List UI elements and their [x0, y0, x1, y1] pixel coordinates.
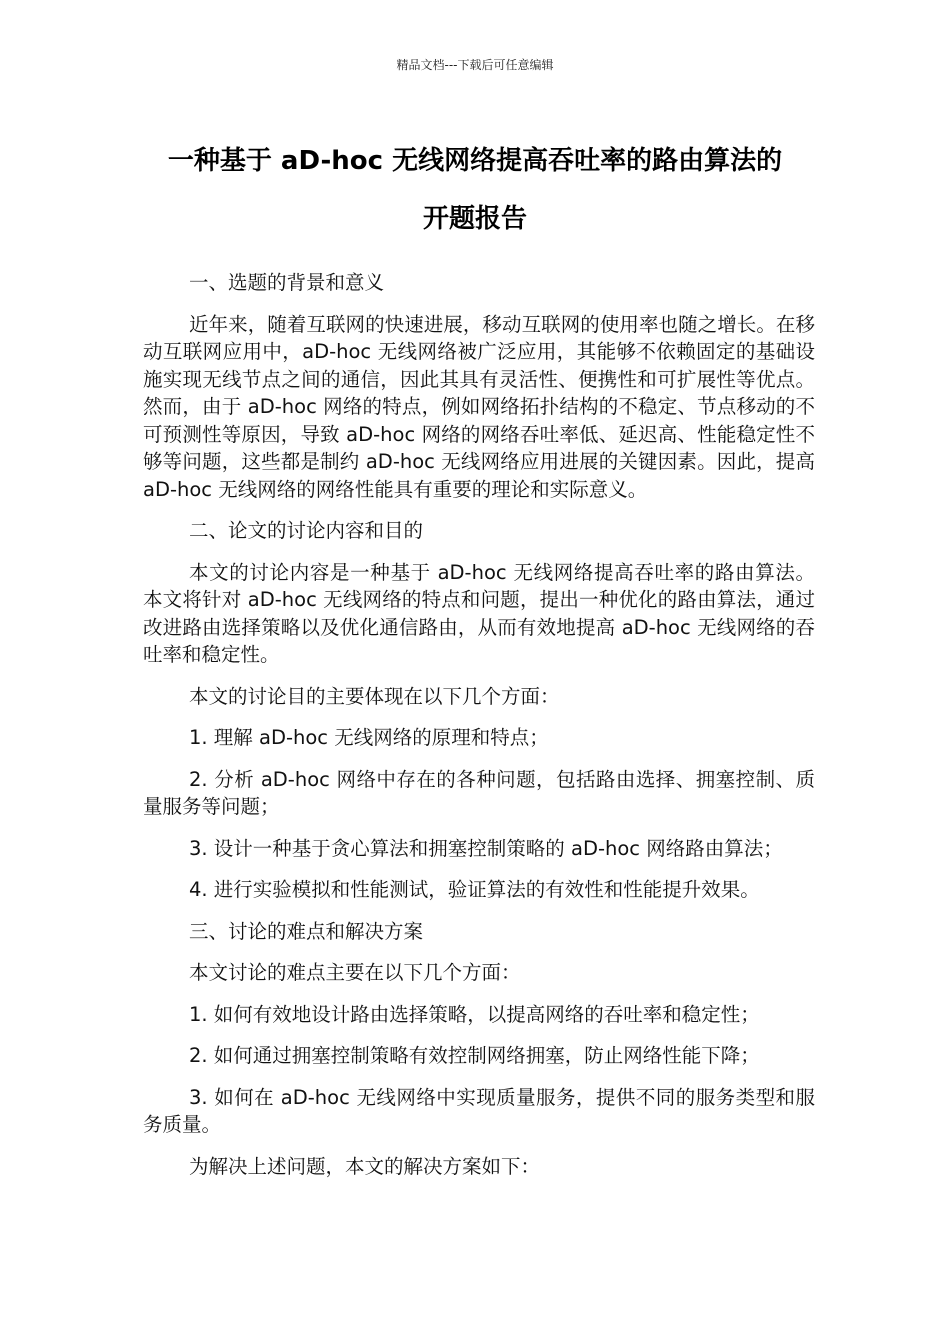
section-3-paragraph-2: 为解决上述问题，本文的解决方案如下： — [189, 1154, 541, 1178]
document-title — [110, 132, 840, 248]
section-2-list-item-4: 4. 进行实验模拟和性能测试，验证算法的有效性和性能提升效果。 — [189, 878, 760, 901]
section-3-list-item-1: 1. 如何有效地设计路由选择策略，以提高网络的吞吐率和稳定性； — [189, 1002, 760, 1026]
section-2-heading: 二、论文的讨论内容和目的 — [189, 519, 424, 542]
section-2-list-item-1: 1. 理解 aD-hoc 无线网络的原理和特点； — [189, 726, 549, 749]
header-note: 精品文档---下载后可任意编辑 — [396, 58, 554, 72]
title-line-1: 一种基于 aD-hoc 无线网络提高吞吐率的路由算法的 — [167, 146, 783, 176]
section-3-heading: 三、讨论的难点和解决方案 — [189, 919, 424, 943]
section-2-list-item-3: 3. 设计一种基于贪心算法和拥塞控制策略的 aD-hoc 网络路由算法； — [189, 836, 783, 860]
section-3-list-item-3: 3. 如何在 aD-hoc 无线网络中实现质量服务，提供不同的服务类型和服务质量。 — [143, 1085, 815, 1136]
section-1-heading: 一、选题的背景和意义 — [189, 271, 385, 294]
section-3-list-item-2: 2. 如何通过拥塞控制策略有效控制网络拥塞，防止网络性能下降； — [189, 1044, 760, 1067]
title-line-2: 开题报告 — [422, 204, 527, 234]
section-2-paragraph-1: 本文的讨论内容是一种基于 aD-hoc 无线网络提高吞吐率的路由算法。本文将针对 aD-hoc 无线网络的特点和问题，提出一种优化的路由算法，通过改进路由选择策略以及优化通信路由，从而有效地提高 aD-hoc 无线网络的吞吐率和稳定性。 — [143, 560, 815, 666]
document-body — [143, 269, 815, 1194]
section-3-paragraph-1: 本文讨论的难点主要在以下几个方面： — [189, 961, 521, 984]
section-2-paragraph-2: 本文的讨论目的主要体现在以下几个方面： — [189, 684, 560, 708]
section-1-paragraph: 近年来，随着互联网的快速进展，移动互联网的使用率也随之增长。在移动互联网应用中，aD-hoc 无线网络被广泛应用，其能够不依赖固定的基础设施实现无线节点之间的通信，因此其具有灵活性、便携性和可扩展性等优点。然而，由于 aD-hoc 网络的特点，例如网络拓扑结构的不稳定、节点移动的不可预测性等原因，导致 aD-hoc 网络的网络吞吐率低、延迟高、性能稳定性不够等问题，这些都是制约 aD-hoc 无线网络应用进展的关键因素。因此，提高 aD-hoc 无线网络的网络性能具有重要的理论和实际意义。 — [143, 312, 815, 501]
section-2-list-item-2: 2. 分析 aD-hoc 网络中存在的各种问题，包括路由选择、拥塞控制、质量服务等问题； — [143, 767, 815, 818]
